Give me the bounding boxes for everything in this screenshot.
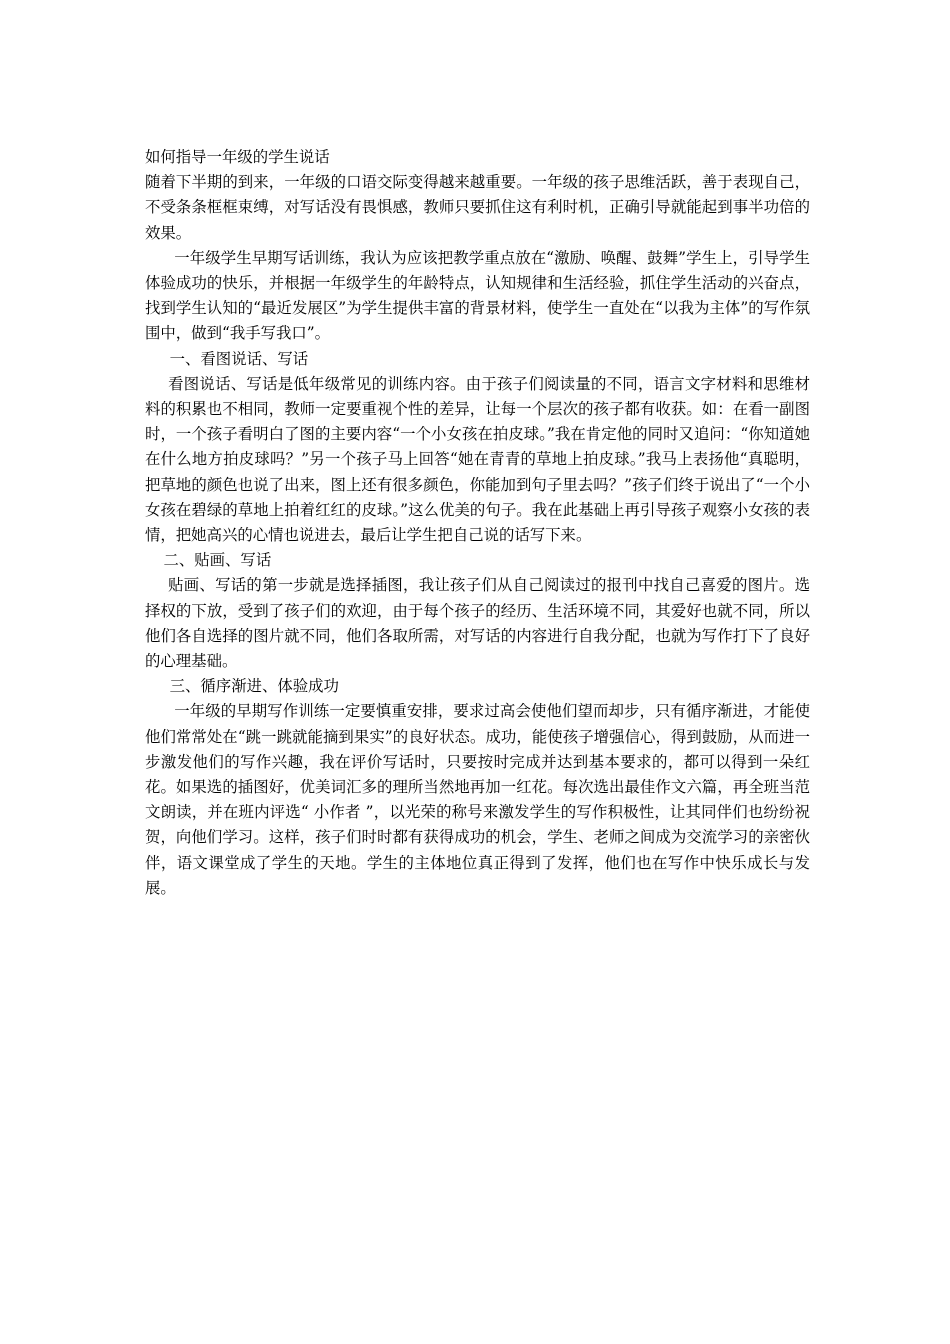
document-title: 如何指导一年级的学生说话 <box>145 148 330 166</box>
paragraph-approach: 一年级学生早期写话训练，我认为应该把教学重点放在“激励、唤醒、鼓舞”学生上，引导学生体验成功的快乐，并根据一年级学生的年龄特点，认知规律和生活经验，抓住学生活动的兴奋点，找到学生认知的“最近发展区”为学生提供丰富的背景材料，使学生一直处在“以我为主体”的写作氛围中，做到“我手写我口”。 <box>145 248 810 343</box>
document-body <box>145 145 810 901</box>
paragraph-section-3: 一年级的早期写作训练一定要慎重安排，要求过高会使他们望而却步，只有循序渐进，才能使他们常常处在“跳一跳就能摘到果实”的良好状态。成功，能使孩子增强信心，得到鼓励，从而进一步激发他们的写作兴趣，我在评价写话时，只要按时完成并达到基本要求的，都可以得到一朵红花。如果选的插图好，优美词汇多的理所当然地再加一红花。每次选出最佳作文六篇，再全班当范文朗读，并在班内评选“ 小作者 ”，以光荣的称号来激发学生的写作积极性，让其同伴们也纷纷祝贺，向他们学习。这样，孩子们时时都有获得成功的机会，学生、老师之间成为交流学习的亲密伙伴，语文课堂成了学生的天地。学生的主体地位真正得到了发挥，他们也在写作中快乐成长与发展。 <box>145 702 810 897</box>
paragraph-section-2: 贴画、写话的第一步就是选择插图，我让孩子们从自己阅读过的报刊中找自己喜爱的图片。选择权的下放，受到了孩子们的欢迎，由于每个孩子的经历、生活环境不同，其爱好也就不同，所以他们各自选择的图片就不同，他们各取所需，对写话的内容进行自我分配，也就为写作打下了良好的心理基础。 <box>145 576 810 671</box>
section-heading-1: 一、看图说话、写话 <box>169 349 309 368</box>
section-heading-2: 二、贴画、写话 <box>163 551 272 570</box>
paragraph-intro: 随着下半期的到来，一年级的口语交际变得越来越重要。一年级的孩子思维活跃，善于表现自己，不受条条框框束缚，对写话没有畏惧感，教师只要抓住这有利时机，正确引导就能起到事半功倍的效果。 <box>145 173 810 242</box>
paragraph-section-1: 看图说话、写话是低年级常见的训练内容。由于孩子们阅读量的不同，语言文字材料和思维材料的积累也不相同，教师一定要重视个性的差异，让每一个层次的孩子都有收获。如：在看一副图时，一个孩子看明白了图的主要内容“一个小女孩在拍皮球。”我在肯定他的同时又追问：“你知道她在什么地方拍皮球吗？”另一个孩子马上回答“她在青青的草地上拍皮球。”我马上表扬他“真聪明，把草地的颜色也说了出来，图上还有很多颜色，你能加到句子里去吗？”孩子们终于说出了“一个小女孩在碧绿的草地上拍着红红的皮球。”这么优美的句子。我在此基础上再引导孩子观察小女孩的表情，把她高兴的心情也说进去，最后让学生把自己说的话写下来。 <box>145 374 810 545</box>
section-heading-3: 三、循序渐进、体验成功 <box>169 677 339 696</box>
